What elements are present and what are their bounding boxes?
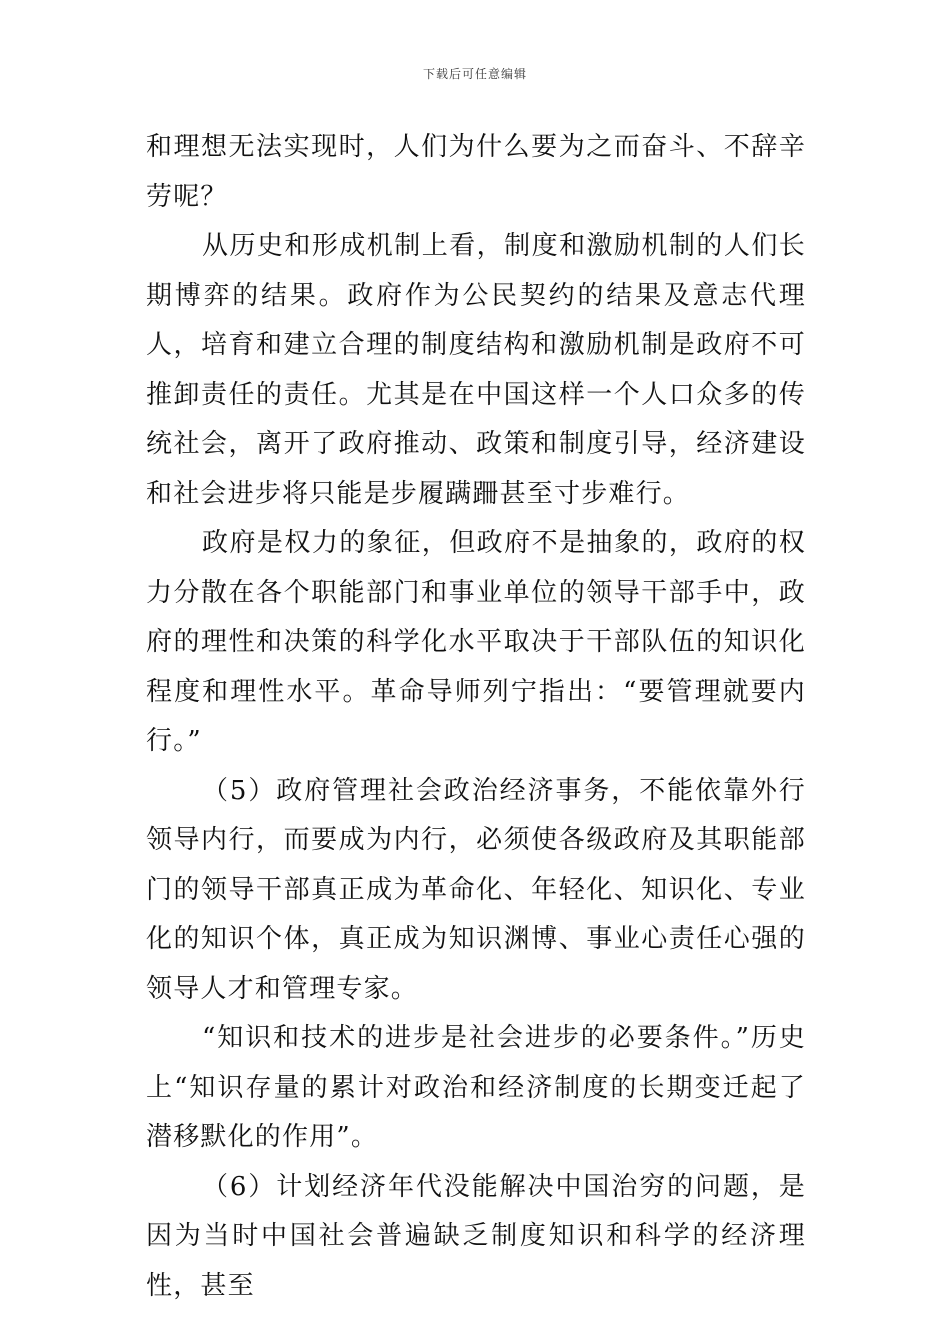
paragraph-4: （5）政府管理社会政治经济事务，不能依靠外行领导内行，而要成为内行，必须使各级政府及其职能部门的领导干部真正成为革命化、年轻化、知识化、专业化的知识个体，真正成为知识渊博、事业心责任心强的领导人才和管理专家。 — [146, 775, 806, 1004]
header-note: 下载后可任意编辑 — [422, 67, 527, 81]
body-text — [146, 123, 806, 1311]
paragraph-6: （6）计划经济年代没能解决中国治穷的问题，是因为当时中国社会普遍缺乏制度知识和科学的经济理性，甚至 — [146, 1171, 806, 1301]
paragraph-3: 政府是权力的象征，但政府不是抽象的，政府的权力分散在各个职能部门和事业单位的领导干部手中，政府的理性和决策的科学化水平取决于干部队伍的知识化程度和理性水平。革命导师列宁指出：“要管理就要内行。” — [146, 528, 806, 756]
paragraph-2: 从历史和形成机制上看，制度和激励机制的人们长期博弈的结果。政府作为公民契约的结果及意志代理人，培育和建立合理的制度结构和激励机制是政府不可推卸责任的责任。尤其是在中国这样一个人口众多的传统社会，离开了政府推动、政策和制度引导，经济建设和社会进步将只能是步履蹒跚甚至寸步难行。 — [146, 231, 806, 509]
paragraph-5: “知识和技术的进步是社会进步的必要条件。”历史上“知识存量的累计对政治和经济制度的长期变迁起了潜移默化的作用”。 — [146, 1023, 806, 1152]
paragraph-1: 和理想无法实现时，人们为什么要为之而奋斗、不辞辛劳呢？ — [146, 132, 806, 212]
